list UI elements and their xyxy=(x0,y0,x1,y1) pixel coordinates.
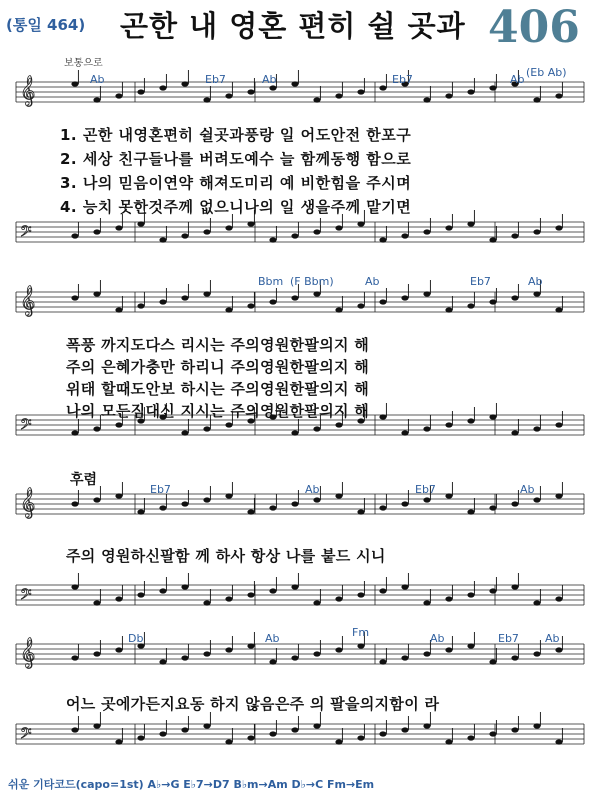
note-head xyxy=(445,647,452,652)
note-head xyxy=(115,422,122,427)
note-head xyxy=(423,497,430,502)
note-head xyxy=(291,430,298,435)
note-head xyxy=(71,501,78,506)
note-head xyxy=(423,291,430,296)
note-head xyxy=(115,225,122,230)
note-head xyxy=(93,723,100,728)
note-head xyxy=(247,303,254,308)
note-head xyxy=(423,651,430,656)
note-head xyxy=(489,659,496,664)
chord-label: Ab xyxy=(365,275,380,288)
verse-3-line-b: 위태 할때도안보 하시는 주의영원한팔의지 해 xyxy=(66,380,370,398)
note-head xyxy=(489,85,496,90)
note-head xyxy=(159,505,166,510)
verse-1-line-a: 1. 곤한 내영혼편히 쉴곳과풍랑 일 어도안전 한포구 xyxy=(60,126,412,144)
note-head xyxy=(313,600,320,605)
note-head xyxy=(115,93,122,98)
note-head xyxy=(137,735,144,740)
note-head xyxy=(335,739,342,744)
note-head xyxy=(445,422,452,427)
note-head xyxy=(335,596,342,601)
note-head xyxy=(489,588,496,593)
note-head xyxy=(533,723,540,728)
note-head xyxy=(357,643,364,648)
note-head xyxy=(313,723,320,728)
chord-label: Eb7 xyxy=(415,483,436,496)
tempo-mark: 보통으로 xyxy=(64,58,103,69)
note-head xyxy=(159,85,166,90)
note-head xyxy=(159,237,166,242)
note-head xyxy=(203,291,210,296)
note-head xyxy=(467,221,474,226)
treble-clef-icon: 𝄞 xyxy=(20,488,36,518)
chord-label: Eb7 xyxy=(392,73,413,86)
note-head xyxy=(423,723,430,728)
note-head xyxy=(203,497,210,502)
note-head xyxy=(511,727,518,732)
note-head xyxy=(93,600,100,605)
note-head xyxy=(181,430,188,435)
note-head xyxy=(357,592,364,597)
note-head xyxy=(379,299,386,304)
note-head xyxy=(511,233,518,238)
chord-label: Bbm xyxy=(258,275,284,288)
verse-4-line-b: 나의 모든짐대신 지시는 주의영원한팔의지 해 xyxy=(66,402,370,420)
note-head xyxy=(511,501,518,506)
note-head xyxy=(115,596,122,601)
chord-label: (F Bbm) xyxy=(290,275,334,288)
note-head xyxy=(269,505,276,510)
chord-label: Ab xyxy=(262,73,277,86)
note-head xyxy=(489,237,496,242)
note-head xyxy=(555,307,562,312)
note-head xyxy=(71,233,78,238)
verse-1-line-b: 폭풍 까지도다스 리시는 주의영원한팔의지 해 xyxy=(66,336,370,354)
note-head xyxy=(159,731,166,736)
note-head xyxy=(423,426,430,431)
note-head xyxy=(555,596,562,601)
note-head xyxy=(225,739,232,744)
note-head xyxy=(445,225,452,230)
note-head xyxy=(511,584,518,589)
chord-label: Db xyxy=(128,632,144,645)
note-head xyxy=(247,735,254,740)
treble-clef-icon: 𝄞 xyxy=(20,286,36,316)
note-head xyxy=(291,584,298,589)
note-head xyxy=(357,735,364,740)
note-head xyxy=(269,299,276,304)
verse-2-line-a: 2. 세상 친구들나를 버려도예수 늘 함께동행 함으로 xyxy=(60,150,412,168)
note-head xyxy=(137,509,144,514)
note-head xyxy=(137,303,144,308)
note-head xyxy=(357,221,364,226)
note-head xyxy=(93,291,100,296)
note-head xyxy=(247,592,254,597)
bass-clef-icon: 𝄢 xyxy=(20,416,32,437)
chord-label: Eb7 xyxy=(498,632,519,645)
note-head xyxy=(269,85,276,90)
note-head xyxy=(445,493,452,498)
note-head xyxy=(511,655,518,660)
note-head xyxy=(137,592,144,597)
note-head xyxy=(533,291,540,296)
guitar-chord-footer: 쉬운 기타코드(capo=1st) A♭→G E♭7→D7 B♭m→Am D♭→C Fm→Em xyxy=(8,778,375,791)
chord-label: Ab xyxy=(90,73,105,86)
note-head xyxy=(401,727,408,732)
note-head xyxy=(335,225,342,230)
note-head xyxy=(181,501,188,506)
note-head xyxy=(247,221,254,226)
note-head xyxy=(511,430,518,435)
treble-clef-icon: 𝄞 xyxy=(20,638,36,668)
note-head xyxy=(71,584,78,589)
note-head xyxy=(467,643,474,648)
note-head xyxy=(489,505,496,510)
note-head xyxy=(93,229,100,234)
chord-label: Ab xyxy=(305,483,320,496)
note-head xyxy=(555,493,562,498)
note-head xyxy=(379,588,386,593)
note-head xyxy=(511,295,518,300)
note-head xyxy=(71,655,78,660)
chord-label: Eb7 xyxy=(470,275,491,288)
verse-2-line-b: 주의 은혜가충만 하리니 주의영원한팔의지 해 xyxy=(66,358,370,376)
refrain-line-2: 어느 곳에가든지요동 하지 않음은주 의 팔을의지함이 라 xyxy=(66,695,440,713)
note-head xyxy=(181,655,188,660)
note-head xyxy=(357,509,364,514)
chord-label: Ab xyxy=(265,632,280,645)
chord-label: (Eb Ab) xyxy=(526,66,567,79)
note-head xyxy=(247,643,254,648)
note-head xyxy=(115,739,122,744)
note-head xyxy=(291,727,298,732)
note-head xyxy=(445,93,452,98)
note-head xyxy=(93,497,100,502)
note-head xyxy=(269,659,276,664)
note-head xyxy=(467,303,474,308)
note-head xyxy=(247,509,254,514)
note-head xyxy=(533,426,540,431)
note-head xyxy=(115,647,122,652)
note-head xyxy=(401,430,408,435)
note-head xyxy=(269,237,276,242)
note-head xyxy=(555,225,562,230)
note-head xyxy=(335,493,342,498)
verse-3-line-a: 3. 나의 믿음이연약 해져도미리 예 비한힘을 주시며 xyxy=(60,174,412,192)
hymn-number: 406 xyxy=(488,2,580,53)
note-head xyxy=(533,229,540,234)
note-head xyxy=(203,426,210,431)
note-head xyxy=(445,739,452,744)
note-head xyxy=(225,647,232,652)
treble-clef-icon: 𝄞 xyxy=(20,76,36,106)
note-head xyxy=(291,233,298,238)
note-head xyxy=(203,651,210,656)
note-head xyxy=(313,229,320,234)
note-head xyxy=(181,727,188,732)
chord-label: Fm xyxy=(352,626,370,639)
unified-hymn-number: (통일 464) xyxy=(6,16,86,34)
note-head xyxy=(159,299,166,304)
note-head xyxy=(357,303,364,308)
note-head xyxy=(181,233,188,238)
note-head xyxy=(225,225,232,230)
hymn-title: 곤한 내 영혼 편히 쉴 곳과 xyxy=(120,9,466,43)
note-head xyxy=(379,659,386,664)
note-head xyxy=(555,739,562,744)
note-head xyxy=(291,295,298,300)
chord-label: Ab xyxy=(545,632,560,645)
note-head xyxy=(71,430,78,435)
note-head xyxy=(533,600,540,605)
note-head xyxy=(335,647,342,652)
bass-clef-icon: 𝄢 xyxy=(20,223,32,244)
bass-clef-icon: 𝄢 xyxy=(20,725,32,746)
note-head xyxy=(445,596,452,601)
note-head xyxy=(335,307,342,312)
note-head xyxy=(93,97,100,102)
note-head xyxy=(313,497,320,502)
note-head xyxy=(137,89,144,94)
note-head xyxy=(203,229,210,234)
note-head xyxy=(291,655,298,660)
note-head xyxy=(115,493,122,498)
note-head xyxy=(203,97,210,102)
note-head xyxy=(71,295,78,300)
note-head xyxy=(225,307,232,312)
chord-label: Eb7 xyxy=(205,73,226,86)
note-head xyxy=(313,651,320,656)
note-head xyxy=(445,307,452,312)
note-head xyxy=(71,81,78,86)
note-head xyxy=(423,229,430,234)
note-head xyxy=(203,600,210,605)
note-head xyxy=(225,93,232,98)
note-head xyxy=(401,655,408,660)
note-head xyxy=(269,588,276,593)
note-head xyxy=(533,97,540,102)
chord-label: Ab xyxy=(520,483,535,496)
note-head xyxy=(181,584,188,589)
note-head xyxy=(401,501,408,506)
note-head xyxy=(159,588,166,593)
note-head xyxy=(93,426,100,431)
note-head xyxy=(401,295,408,300)
note-head xyxy=(423,97,430,102)
note-head xyxy=(401,233,408,238)
note-head xyxy=(269,731,276,736)
note-head xyxy=(357,89,364,94)
note-head xyxy=(247,89,254,94)
refrain-label: 후렴 xyxy=(70,472,98,488)
note-head xyxy=(401,584,408,589)
note-head xyxy=(467,735,474,740)
note-head xyxy=(313,97,320,102)
note-head xyxy=(225,493,232,498)
note-head xyxy=(203,723,210,728)
note-head xyxy=(137,221,144,226)
note-head xyxy=(181,295,188,300)
note-head xyxy=(555,93,562,98)
note-head xyxy=(291,81,298,86)
chord-label: Eb7 xyxy=(150,483,171,496)
bass-clef-icon: 𝄢 xyxy=(20,586,32,607)
note-head xyxy=(467,592,474,597)
chord-label: Ab xyxy=(510,73,525,86)
note-head xyxy=(313,426,320,431)
note-head xyxy=(555,422,562,427)
note-head xyxy=(159,659,166,664)
chord-label: Ab xyxy=(430,632,445,645)
note-head xyxy=(467,89,474,94)
note-head xyxy=(379,731,386,736)
note-head xyxy=(71,727,78,732)
note-head xyxy=(467,509,474,514)
note-head xyxy=(489,299,496,304)
note-head xyxy=(379,237,386,242)
note-head xyxy=(423,600,430,605)
note-head xyxy=(335,93,342,98)
note-head xyxy=(489,731,496,736)
note-head xyxy=(225,422,232,427)
note-head xyxy=(93,651,100,656)
note-head xyxy=(181,81,188,86)
refrain-line-1: 주의 영원하신팔함 께 하사 항상 나를 붙드 시니 xyxy=(66,547,386,565)
note-head xyxy=(313,291,320,296)
note-head xyxy=(291,501,298,506)
note-head xyxy=(379,85,386,90)
chord-label: Ab xyxy=(528,275,543,288)
verse-4-line-a: 4. 능치 못한것주께 없으니나의 일 생을주께 맡기면 xyxy=(60,198,412,216)
note-head xyxy=(335,422,342,427)
note-head xyxy=(115,307,122,312)
note-head xyxy=(225,596,232,601)
note-head xyxy=(555,647,562,652)
note-head xyxy=(533,651,540,656)
note-head xyxy=(379,505,386,510)
note-head xyxy=(533,497,540,502)
